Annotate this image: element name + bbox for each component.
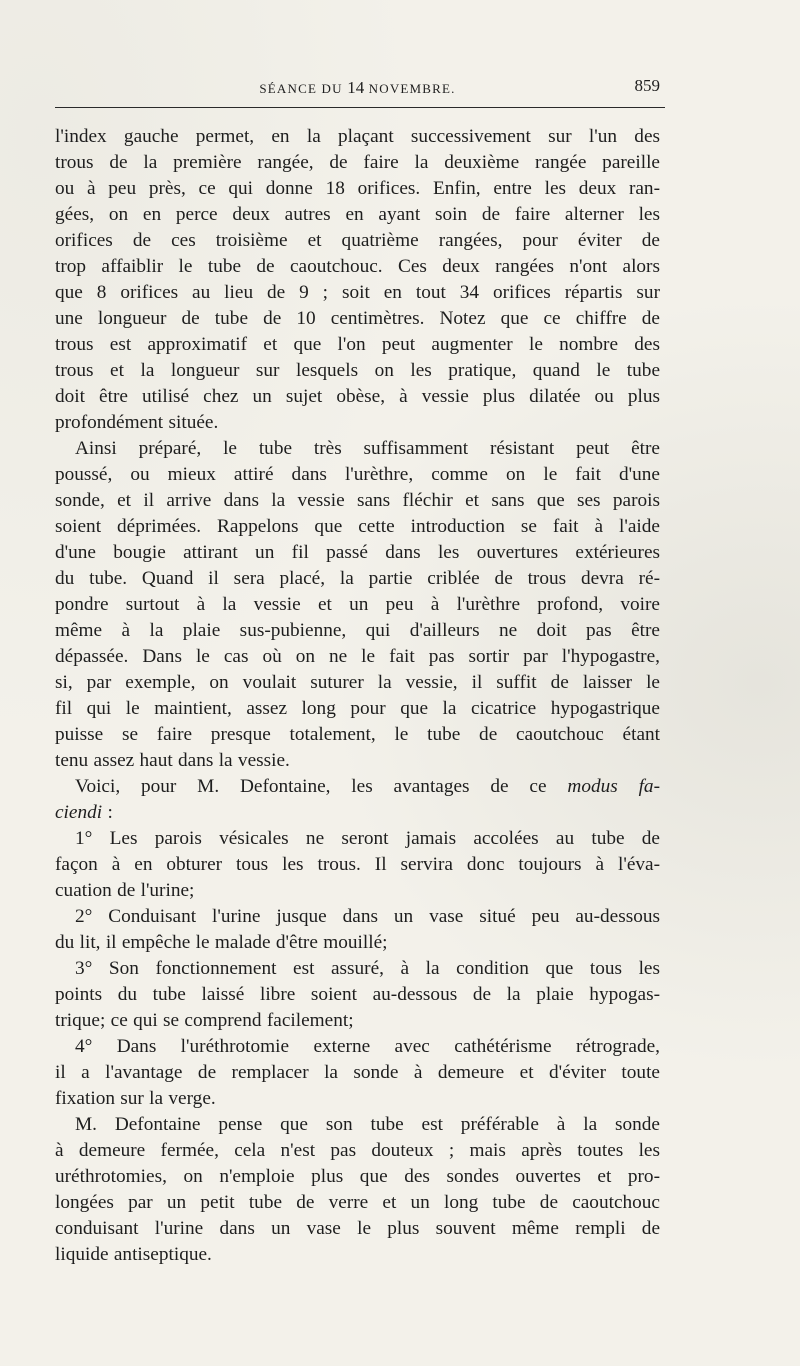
text-line: du tube. Quand il sera placé, la partie criblée de trous devra ré- xyxy=(55,568,660,589)
page-header xyxy=(55,76,660,100)
paragraph-5 xyxy=(55,904,660,956)
italic-term: ciendi xyxy=(55,802,103,823)
text-line: même à la plaie sus-pubienne, qui d'ailleurs ne doit pas être xyxy=(55,620,660,641)
text-line: que 8 orifices au lieu de 9 ; soit en tout 34 orifices répartis sur xyxy=(55,282,660,303)
text-line: 2° Conduisant l'urine jusque dans un vase situé peu au-dessous xyxy=(75,906,660,927)
text-segment: Voici, pour M. Defontaine, les avantages de ce xyxy=(75,776,568,797)
text-line: façon à en obturer tous les trous. Il servira donc toujours à l'éva- xyxy=(55,854,660,875)
running-head-suffix: NOVEMBRE. xyxy=(364,81,456,96)
text-line: tenu assez haut dans la vessie. xyxy=(55,750,290,771)
text-line: trous est approximatif et que l'on peut augmenter le nombre des xyxy=(55,334,660,355)
text-line: 3° Son fonctionnement est assuré, à la condition que tous les xyxy=(75,958,660,979)
text-line: dépassée. Dans le cas où on ne le fait pas sortir par l'hypogastre, xyxy=(55,646,660,667)
paragraph-1 xyxy=(55,124,660,436)
italic-term: modus fa- xyxy=(567,776,660,797)
running-head-day: 14 xyxy=(347,78,365,97)
text-line: profondément située. xyxy=(55,412,219,433)
text-line: 1° Les parois vésicales ne seront jamais accolées au tube de xyxy=(75,828,660,849)
text-segment: : xyxy=(102,802,113,823)
header-rule xyxy=(55,107,665,108)
paragraph-7 xyxy=(55,1034,660,1112)
paragraph-3 xyxy=(55,774,660,826)
text-line: conduisant l'urine dans un vase le plus souvent même rempli de xyxy=(55,1218,660,1239)
text-line: trop affaiblir le tube de caoutchouc. Ces deux rangées n'ont alors xyxy=(55,256,660,277)
text-line: gées, on en perce deux autres en ayant soin de faire alterner les xyxy=(55,204,660,225)
text-line: fixation sur la verge. xyxy=(55,1088,216,1109)
text-line: pondre surtout à la vessie et un peu à l'urèthre profond, voire xyxy=(55,594,660,615)
text-line: l'index gauche permet, en la plaçant successivement sur l'un des xyxy=(55,126,660,147)
body-text xyxy=(55,124,660,1268)
text-line: points du tube laissé libre soient au-dessous de la plaie hypogas- xyxy=(55,984,660,1005)
text-line: ou à peu près, ce qui donne 18 orifices. Enfin, entre les deux ran- xyxy=(55,178,660,199)
text-line: si, par exemple, on voulait suturer la vessie, il suffit de laisser le xyxy=(55,672,660,693)
text-line: poussé, ou mieux attiré dans l'urèthre, comme on le fait d'une xyxy=(55,464,660,485)
text-line: trous et la longueur sur lesquels on les pratique, quand le tube xyxy=(55,360,660,381)
text-line: fil qui le maintient, assez long pour que la cicatrice hypogastrique xyxy=(55,698,660,719)
text-line: liquide antiseptique. xyxy=(55,1244,212,1265)
text-line: uréthrotomies, on n'emploie plus que des sondes ouvertes et pro- xyxy=(55,1166,660,1187)
page-number: 859 xyxy=(634,76,660,95)
text-line: cuation de l'urine; xyxy=(55,880,195,901)
paragraph-4 xyxy=(55,826,660,904)
text-line: à demeure fermée, cela n'est pas douteux ; mais après toutes les xyxy=(55,1140,660,1161)
paragraph-2 xyxy=(55,436,660,774)
text-line: une longueur de tube de 10 centimètres. Notez que ce chiffre de xyxy=(55,308,660,329)
paragraph-6 xyxy=(55,956,660,1034)
text-line xyxy=(55,800,660,826)
text-line: trous de la première rangée, de faire la deuxième rangée pareille xyxy=(55,152,660,173)
text-line: M. Defontaine pense que son tube est préférable à la sonde xyxy=(75,1114,660,1135)
text-line: puisse se faire presque totalement, le tube de caoutchouc étant xyxy=(55,724,660,745)
text-line: Ainsi préparé, le tube très suffisamment résistant peut être xyxy=(75,438,660,459)
text-line: soient déprimées. Rappelons que cette introduction se fait à l'aide xyxy=(55,516,660,537)
text-line: doit être utilisé chez un sujet obèse, à vessie plus dilatée ou plus xyxy=(55,386,660,407)
text-line: 4° Dans l'uréthrotomie externe avec cathétérisme rétrograde, xyxy=(75,1036,660,1057)
text-line: trique; ce qui se comprend facilement; xyxy=(55,1010,354,1031)
text-line: orifices de ces troisième et quatrième rangées, pour éviter de xyxy=(55,230,660,251)
running-head-prefix: SÉANCE DU xyxy=(259,81,348,96)
text-line: sonde, et il arrive dans la vessie sans fléchir et sans que ses parois xyxy=(55,490,660,511)
paragraph-8 xyxy=(55,1112,660,1268)
running-head xyxy=(55,78,660,98)
text-line xyxy=(55,774,660,800)
text-line: d'une bougie attirant un fil passé dans les ouvertures extérieures xyxy=(55,542,660,563)
text-line: il a l'avantage de remplacer la sonde à demeure et d'éviter toute xyxy=(55,1062,660,1083)
text-line: du lit, il empêche le malade d'être mouillé; xyxy=(55,932,388,953)
text-line: longées par un petit tube de verre et un long tube de caoutchouc xyxy=(55,1192,660,1213)
